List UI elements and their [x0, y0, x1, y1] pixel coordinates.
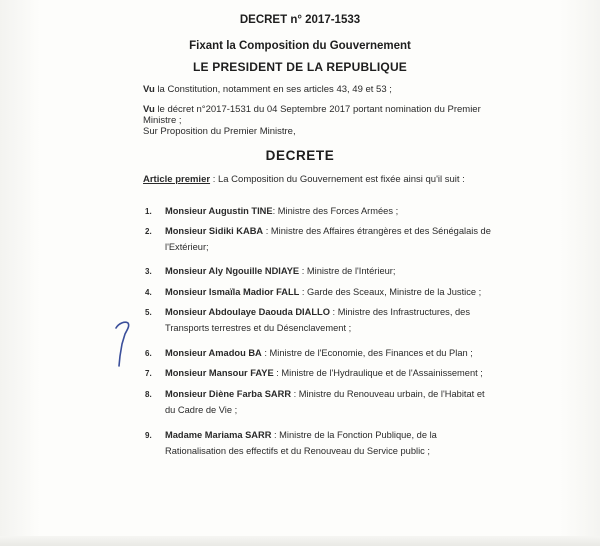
member-number: 4.	[145, 288, 152, 297]
article-text: : La Composition du Gouvernement est fixée ainsi qu'il suit :	[210, 174, 465, 185]
article-premier	[143, 174, 465, 185]
member-role: : Ministre des Infrastructures, des	[329, 307, 470, 317]
page-bottom-edge	[0, 536, 600, 546]
article-label: Article premier	[143, 174, 211, 185]
decrete-heading: DECRETE	[265, 148, 335, 163]
member-item	[145, 389, 537, 415]
decret-number: DECRET n° 2017-1533	[239, 14, 361, 26]
member-role: : Ministre de la Fonction Publique, de la	[271, 430, 437, 440]
member-number: 6.	[145, 349, 152, 358]
member-role-continued: Transports terrestres et du Désenclavement ;	[165, 323, 352, 333]
visa-lead: Vu	[143, 104, 155, 115]
handwritten-pen-mark	[113, 318, 133, 370]
member-name: Madame Mariama SARR	[165, 430, 272, 440]
member-item	[145, 307, 537, 333]
member-name: Monsieur Sidiki KABA	[165, 226, 264, 236]
proposition-line: Sur Proposition du Premier Ministre,	[143, 126, 296, 137]
member-role: : Ministre du Renouveau urbain, de l'Habitat et	[291, 389, 485, 399]
visa-lead: Vu	[143, 84, 155, 95]
member-role: : Ministre de l'Economie, des Finances et du Plan ;	[261, 348, 473, 358]
member-number: 5.	[145, 308, 152, 317]
member-number: 9.	[145, 431, 152, 440]
member-item	[145, 206, 537, 216]
member-role: : Ministre de l'Intérieur;	[299, 266, 396, 276]
member-name: Monsieur Abdoulaye Daouda DIALLO	[165, 307, 330, 317]
decret-subtitle: Fixant la Composition du Gouvernement	[189, 40, 411, 52]
member-name: Monsieur Diène Farba SARR	[165, 389, 292, 399]
member-name: Monsieur Amadou BA	[165, 348, 262, 358]
visa-decree	[143, 104, 533, 126]
member-role: : Garde des Sceaux, Ministre de la Justice ;	[299, 287, 482, 297]
member-role-continued: du Cadre de Vie ;	[165, 405, 238, 415]
member-number: 3.	[145, 267, 152, 276]
member-item	[145, 348, 537, 358]
member-name: Monsieur Aly Ngouille NDIAYE	[165, 266, 300, 276]
member-number: 8.	[145, 390, 152, 399]
member-number: 2.	[145, 227, 152, 236]
member-item	[145, 368, 537, 378]
member-name: Monsieur Ismaïla Madior FALL	[165, 287, 300, 297]
member-role-continued: Rationalisation des effectifs et du Renouveau du Service public ;	[165, 446, 430, 456]
visa-constitution	[143, 84, 392, 95]
visa-text-continued: Ministre ;	[143, 115, 182, 126]
member-name: Monsieur Augustin TINE	[165, 206, 273, 216]
member-role: : Ministre de l'Hydraulique et de l'Assainissement ;	[273, 368, 483, 378]
member-role-continued: l'Extérieur;	[165, 242, 209, 252]
member-role: : Ministre des Forces Armées ;	[272, 206, 399, 216]
member-item	[145, 226, 537, 252]
member-name: Monsieur Mansour FAYE	[165, 368, 274, 378]
visa-text: le décret n°2017-1531 du 04 Septembre 2017 portant nomination du Premier	[154, 104, 481, 115]
member-item	[145, 266, 537, 276]
member-role: : Ministre des Affaires étrangères et des Sénégalais de	[263, 226, 491, 236]
visa-text: la Constitution, notamment en ses articles 43, 49 et 53 ;	[154, 84, 392, 95]
authority-heading: LE PRESIDENT DE LA REPUBLIQUE	[192, 60, 408, 74]
member-item	[145, 287, 537, 297]
member-item	[145, 430, 537, 456]
member-number: 7.	[145, 369, 152, 378]
member-number: 1.	[145, 207, 152, 216]
